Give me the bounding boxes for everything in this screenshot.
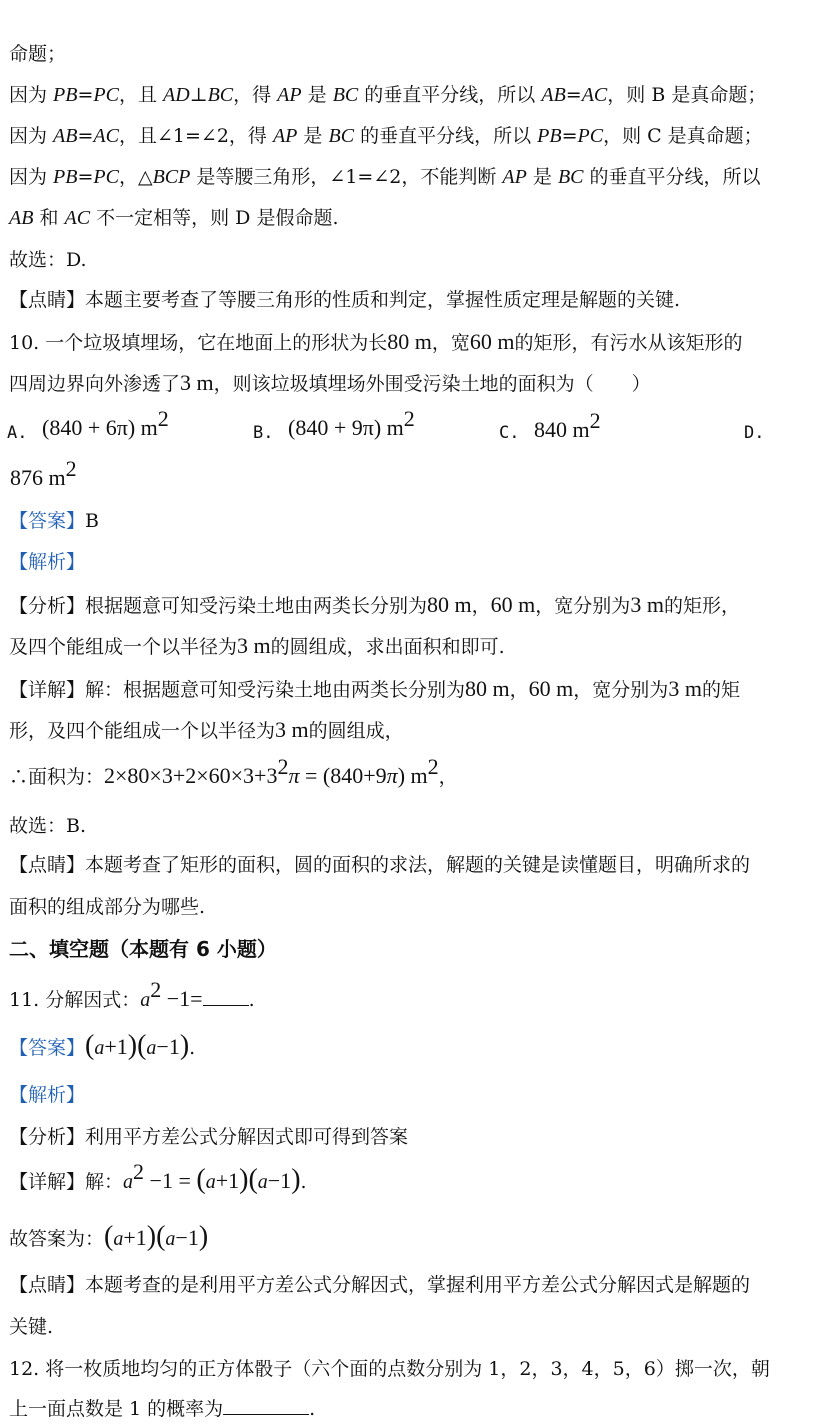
- text: =: [561, 125, 578, 147]
- var: AC: [93, 125, 119, 147]
- paren: ): [146, 1221, 157, 1252]
- var: AD: [163, 84, 190, 106]
- text: 上一面点数是 1 的概率为: [9, 1398, 224, 1420]
- math: 3 m: [630, 592, 664, 617]
- text: =: [565, 84, 582, 106]
- text: 是: [297, 125, 329, 147]
- text: 根据题意可知受污染土地由两类长分别为: [85, 595, 428, 617]
- math: 876 m: [10, 465, 66, 490]
- math: 80 m: [387, 329, 432, 354]
- q10-answer: [9, 507, 99, 535]
- math: 3 m: [275, 717, 309, 742]
- var: AB: [541, 84, 566, 106]
- math: 80 m: [427, 592, 472, 617]
- fenxi-tag: 【分析】: [9, 1126, 86, 1148]
- paren: (: [196, 1164, 206, 1195]
- q11-comment-line-2: 关键.: [9, 1316, 54, 1338]
- math: −1: [267, 1168, 292, 1193]
- text: .: [248, 989, 255, 1011]
- math: (840 + 9π) m: [288, 415, 404, 440]
- text: ，: [438, 766, 458, 788]
- var: PB: [53, 84, 78, 106]
- math: +1: [104, 1034, 128, 1059]
- text: 故答案为：: [9, 1228, 105, 1250]
- text: 的圆组成，: [308, 720, 404, 742]
- fenxi-text: 利用平方差公式分解因式即可得到答案: [85, 1126, 409, 1148]
- math: 3 m: [668, 676, 702, 701]
- text: 的矩: [701, 679, 740, 701]
- text: 四周边界向外渗透了: [9, 373, 181, 395]
- text: ，则 B 是真命题；: [607, 84, 767, 106]
- pi-symbol: π: [386, 763, 398, 788]
- text: ，△: [118, 166, 153, 188]
- comment-text: 本题考查的是利用平方差公式分解因式，掌握利用平方差公式分解因式是解题的: [85, 1274, 751, 1296]
- q10-comment-line-2: 面积的组成部分为哪些.: [9, 896, 206, 918]
- paren: ): [239, 1164, 249, 1195]
- exponent: 2: [403, 406, 415, 431]
- answer-tag: 【答案】: [9, 1037, 86, 1059]
- math: 3 m: [180, 370, 214, 395]
- var: BC: [207, 84, 234, 106]
- option-label: A.: [7, 423, 28, 443]
- text: 因为: [9, 166, 54, 188]
- text: 是: [301, 84, 333, 106]
- answer-blank[interactable]: [203, 987, 249, 1006]
- text: .: [189, 1037, 196, 1059]
- q11-xiangjie: [9, 1159, 307, 1196]
- xiangjie-tag: 【详解】: [9, 1171, 86, 1193]
- q12-stem-line-2: [9, 1395, 315, 1423]
- text: 及四个能组成一个以半径为: [9, 636, 238, 658]
- text: 不一定相等，则 D 是假命题.: [90, 207, 339, 229]
- text: 是等腰三角形，∠1=∠2，不能判断: [190, 166, 503, 188]
- math: −1: [175, 1225, 199, 1250]
- q11-final: [9, 1223, 208, 1253]
- math: +1: [215, 1168, 240, 1193]
- var: AP: [277, 84, 302, 106]
- text: 的垂直平分线，所以: [358, 84, 542, 106]
- option-d: [744, 418, 764, 447]
- exponent: 2: [589, 408, 601, 433]
- option-label: B.: [253, 423, 274, 443]
- q9-choice: 故选：D.: [9, 249, 87, 271]
- math: 2×80×3+2×60×3+3: [104, 763, 278, 788]
- var: a: [123, 1171, 134, 1193]
- text: 解：根据题意可知受污染土地由两类长分别为: [85, 679, 466, 701]
- math: 3 m: [237, 633, 271, 658]
- analysis-tag: 【解析】: [9, 1084, 86, 1106]
- q9-line-4: [9, 204, 339, 232]
- paren: (: [104, 1221, 114, 1252]
- q10-fenxi-line-2: [9, 632, 505, 661]
- text: 是: [526, 166, 558, 188]
- var: a: [165, 1228, 176, 1250]
- q10-stem-line-2: [9, 369, 651, 398]
- text: ，: [509, 679, 529, 701]
- math: −1 =: [144, 1168, 197, 1193]
- var: AC: [64, 207, 91, 229]
- answer-tag: 【答案】: [9, 510, 86, 532]
- q11-stem: [9, 977, 255, 1014]
- var: PB: [537, 125, 562, 147]
- q10-fenxi-line-1: [9, 591, 740, 620]
- q10-comment-line-1: [9, 851, 750, 879]
- text: 10. 一个垃圾填埋场，它在地面上的形状为长: [9, 332, 388, 354]
- q10-xiangjie-line-2: [9, 716, 404, 745]
- paren: (: [156, 1221, 166, 1252]
- paren: ): [198, 1221, 209, 1252]
- text: ，宽: [431, 332, 470, 354]
- text: ，且∠1=∠2，得: [118, 125, 273, 147]
- text: 的圆组成，求出面积和即可.: [270, 636, 505, 658]
- text: 和: [33, 207, 65, 229]
- math: −1=: [161, 986, 203, 1011]
- text: .: [309, 1398, 316, 1420]
- q10-xiangjie-line-1: [9, 675, 740, 704]
- q12-stem-line-1: 12. 将一枚质地均匀的正方体骰子（六个面的点数分别为 1，2，3，4，5，6）掷一次，朝: [9, 1358, 770, 1380]
- option-b-value: [288, 406, 415, 443]
- text: =: [77, 125, 94, 147]
- exponent: 2: [133, 1159, 145, 1184]
- exponent: 2: [157, 406, 169, 431]
- var: PB: [53, 166, 78, 188]
- math: −1: [156, 1034, 180, 1059]
- math: (840+9: [322, 763, 387, 788]
- math: +1: [123, 1225, 147, 1250]
- analysis-tag: 【解析】: [9, 551, 86, 573]
- q9-line-0: 命题；: [9, 43, 67, 65]
- text: .: [300, 1171, 307, 1193]
- math: 60 m: [469, 329, 515, 354]
- q9-line-1: [9, 81, 766, 109]
- exponent: 2: [277, 754, 289, 779]
- q9-line-3: [9, 163, 761, 191]
- q11-analysis-tag: [9, 1081, 85, 1109]
- text: ，则 C 是真命题；: [603, 125, 763, 147]
- text: 11. 分解因式：: [9, 989, 141, 1011]
- text: ，得: [233, 84, 278, 106]
- text: 的矩形，有污水从该矩形的: [514, 332, 743, 354]
- comment-text: 本题考查了矩形的面积，圆的面积的求法，解题的关键是读懂题目，明确所求的: [85, 854, 751, 876]
- math: 60 m: [490, 592, 536, 617]
- text: ，宽分别为: [573, 679, 669, 701]
- math: 80 m: [465, 676, 510, 701]
- exponent: 2: [427, 754, 439, 779]
- section-heading: 二、填空题（本题有 6 小题）: [9, 937, 277, 961]
- text: =: [77, 166, 94, 188]
- option-d-value: [10, 456, 77, 493]
- option-label: D.: [744, 423, 765, 443]
- q10-analysis-tag: [9, 548, 85, 576]
- text: =: [77, 84, 94, 106]
- option-a: [7, 418, 27, 447]
- var: a: [257, 1171, 268, 1193]
- option-c: [499, 418, 519, 447]
- text: ⊥: [189, 84, 208, 106]
- exponent: 2: [65, 456, 77, 481]
- text: ，且: [118, 84, 164, 106]
- math: ) m: [397, 763, 428, 788]
- math: 60 m: [528, 676, 574, 701]
- text: 的垂直平分线，所以: [583, 166, 761, 188]
- var: BC: [328, 125, 355, 147]
- var: AB: [9, 207, 34, 229]
- q10-area-formula: [9, 754, 458, 791]
- comment-text: 本题主要考查了等腰三角形的性质和判定，掌握性质定理是解题的关键.: [85, 289, 681, 311]
- q10-choice: 故选：B.: [9, 815, 87, 837]
- paren: (: [137, 1030, 147, 1061]
- text: ∴面积为：: [9, 766, 105, 788]
- q11-fenxi: [9, 1123, 408, 1151]
- option-a-value: [42, 406, 169, 443]
- q9-comment: [9, 286, 680, 314]
- var: a: [140, 989, 151, 1011]
- comment-tag: 【点睛】: [9, 289, 86, 311]
- answer-value: B: [85, 510, 99, 532]
- option-b: [253, 418, 273, 447]
- q9-line-2: [9, 122, 763, 150]
- math: (840 + 6π) m: [42, 415, 158, 440]
- pi-symbol: π: [288, 763, 300, 788]
- option-c-value: [534, 408, 601, 445]
- paren: (: [248, 1164, 258, 1195]
- var: AC: [581, 84, 608, 106]
- xiangjie-tag: 【详解】: [9, 679, 86, 701]
- text: 因为: [9, 125, 54, 147]
- var: AB: [53, 125, 78, 147]
- text: 的矩形，: [663, 595, 740, 617]
- paren: ): [291, 1164, 301, 1195]
- option-label: C.: [499, 423, 520, 443]
- comment-tag: 【点睛】: [9, 1274, 86, 1296]
- text: ，则该垃圾填埋场外围受污染土地的面积为（ ）: [213, 373, 651, 395]
- q11-comment-line-1: [9, 1271, 750, 1299]
- var: AP: [502, 166, 527, 188]
- paren: (: [85, 1030, 95, 1061]
- q11-answer: [9, 1032, 195, 1062]
- var: AP: [272, 125, 298, 147]
- text: 解：: [85, 1171, 124, 1193]
- text: 因为: [9, 84, 54, 106]
- var: a: [94, 1037, 105, 1059]
- math: =: [299, 763, 323, 788]
- paren: ): [179, 1030, 190, 1061]
- paren: ): [127, 1030, 138, 1061]
- comment-tag: 【点睛】: [9, 854, 86, 876]
- var: BCP: [152, 166, 191, 188]
- text: 形，及四个能组成一个以半径为: [9, 720, 276, 742]
- fenxi-tag: 【分析】: [9, 595, 86, 617]
- answer-blank[interactable]: [223, 1396, 309, 1415]
- text: ，: [471, 595, 491, 617]
- var: a: [113, 1228, 124, 1250]
- text: ，宽分别为: [535, 595, 631, 617]
- math: 840 m: [534, 417, 590, 442]
- exponent: 2: [150, 977, 162, 1002]
- text: 的垂直平分线，所以: [354, 125, 538, 147]
- var: PC: [93, 166, 119, 188]
- var: BC: [332, 84, 359, 106]
- var: a: [146, 1037, 157, 1059]
- var: PC: [577, 125, 604, 147]
- var: PC: [93, 84, 119, 106]
- q10-stem-line-1: [9, 328, 743, 357]
- var: BC: [557, 166, 584, 188]
- var: a: [205, 1171, 216, 1193]
